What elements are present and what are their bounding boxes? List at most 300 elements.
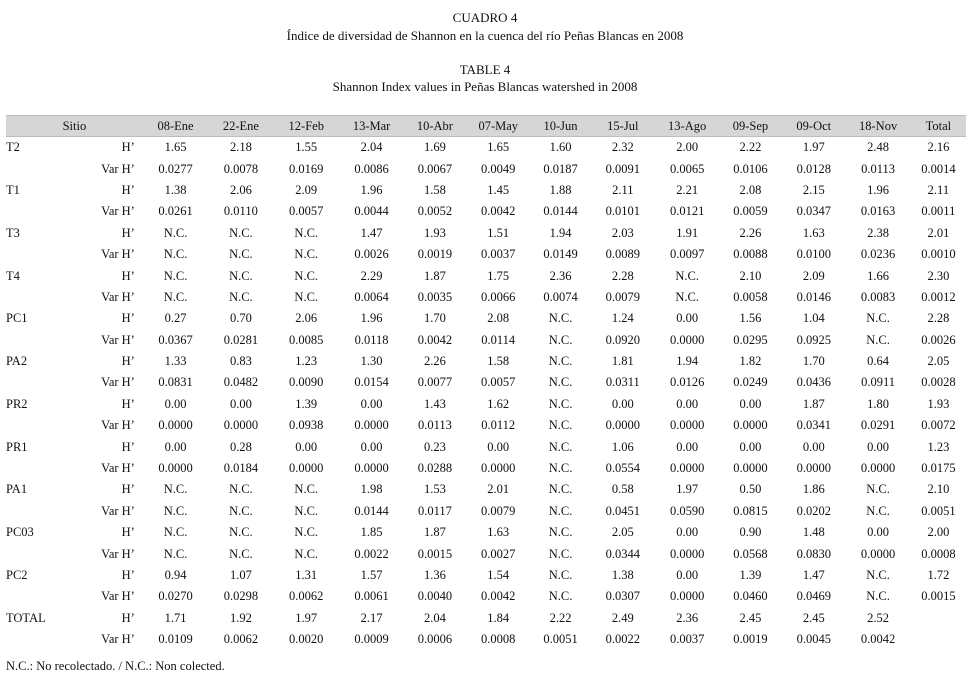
table-cell: N.C. (548, 311, 573, 326)
metric-label: H’ (121, 354, 135, 369)
table-cell: 0.0000 (669, 332, 705, 347)
table-cell: 0.0079 (481, 503, 516, 518)
table-cell: 0.0042 (860, 632, 896, 647)
table-cell: 0.0295 (733, 332, 768, 347)
table-cell: 1.51 (487, 225, 510, 240)
table-cell: 0.0000 (481, 461, 516, 476)
table-cell: N.C. (866, 332, 890, 347)
table-cell: 1.82 (739, 354, 762, 369)
site-name (6, 287, 69, 308)
table-cell: 0.0022 (605, 632, 640, 647)
table-cell: 1.65 (487, 140, 510, 155)
header-date: 12-Feb (274, 116, 339, 137)
english-caption: Shannon Index values in Peñas Blancas watershed in 2008 (332, 79, 638, 94)
table-cell: N.C. (548, 418, 573, 433)
table-cell: 1.36 (423, 568, 446, 582)
table-cell: 1.81 (611, 354, 634, 369)
table-cell: 0.0118 (354, 332, 389, 347)
table-cell: 0.0144 (354, 503, 389, 518)
table-cell: 0.0008 (481, 632, 516, 647)
table-cell: 1.38 (611, 568, 634, 582)
table-cell: 0.0059 (733, 204, 768, 219)
table-cell: 0.0000 (860, 546, 896, 561)
table-cell: 0.0830 (796, 546, 831, 561)
table-cell: 0.0020 (289, 632, 324, 647)
metric-label: H’ (121, 525, 135, 540)
table-cell: 0.0100 (796, 247, 831, 262)
table-cell: N.C. (675, 268, 699, 283)
table-cell: N.C. (548, 461, 573, 476)
table-cell: 0.0067 (417, 161, 453, 176)
table-cell: 2.01 (487, 482, 510, 497)
table-cell: 0.0249 (733, 375, 768, 390)
table-cell: 0.0077 (417, 375, 453, 390)
table-cell: 1.24 (611, 311, 634, 326)
table-cell: N.C. (866, 311, 890, 326)
table-cell: 1.96 (360, 311, 383, 326)
header-row (6, 116, 966, 137)
header-date: 22-Ene (208, 116, 273, 137)
table-cell: 0.0042 (481, 589, 516, 604)
header-date: 18-Nov (845, 116, 910, 137)
table-cell: 1.69 (423, 140, 446, 155)
table-cell: 1.66 (867, 268, 890, 283)
table-cell: 0.0000 (796, 461, 831, 476)
table-cell: 0.0019 (733, 632, 768, 647)
table-cell: 0.0089 (605, 247, 640, 262)
table-cell: 2.08 (487, 311, 510, 326)
metric-label: H’ (121, 439, 135, 454)
table-row-var (6, 501, 966, 522)
table-row-var (6, 458, 966, 479)
cuadro-label: CUADRO 4 (452, 10, 518, 25)
header-date: 08-Ene (143, 116, 208, 137)
table-cell: 0.00 (739, 439, 762, 454)
table-row-var (6, 287, 966, 308)
metric-label: H’ (121, 268, 135, 283)
site-name (6, 201, 69, 222)
table-cell: N.C. (548, 354, 573, 369)
table-body (6, 137, 966, 651)
table-cell: 1.48 (802, 525, 825, 540)
table-cell: 1.71 (164, 610, 187, 625)
table-cell: 0.0311 (605, 375, 640, 390)
table-cell: 0.0000 (733, 461, 768, 476)
table-cell: 1.87 (423, 525, 446, 540)
table-cell: 0.0051 (543, 632, 578, 647)
site-name (6, 543, 69, 564)
table-cell: 1.63 (802, 225, 825, 240)
table-row-h (6, 180, 966, 201)
table-cell: 0.0090 (289, 375, 324, 390)
table-cell: 0.0436 (796, 375, 831, 390)
table-cell: 0.0027 (481, 546, 516, 561)
table-row-h (6, 308, 966, 329)
metric-label: H’ (121, 225, 135, 240)
table-row-var (6, 158, 966, 179)
table-cell: 2.15 (802, 182, 825, 197)
site-name (6, 415, 69, 436)
table-cell: 0.00 (802, 439, 825, 454)
table-cell: 0.0925 (796, 332, 831, 347)
table-cell: 0.00 (676, 525, 699, 540)
table-cell: 0.0344 (605, 546, 640, 561)
table-cell: N.C. (163, 289, 188, 304)
table-cell: 2.11 (612, 182, 634, 197)
table-cell: N.C. (548, 568, 573, 582)
table-cell: 2.38 (867, 225, 890, 240)
table-cell: 0.0000 (605, 418, 640, 433)
table-cell: 0.27 (164, 311, 187, 326)
table-cell: N.C. (229, 289, 253, 304)
header-date: 10-Abr (404, 116, 465, 137)
table-cell: 0.0000 (289, 461, 324, 476)
table-cell: 0.0146 (796, 289, 831, 304)
table-cell: 0.0288 (417, 461, 453, 476)
site-name: PR1 (6, 439, 28, 454)
table-cell: 0.0091 (605, 161, 640, 176)
metric-label: Var H’ (101, 375, 135, 390)
table-cell: 0.0277 (158, 161, 193, 176)
table-cell: 0.0015 (921, 589, 956, 604)
table-cell: 0.0554 (605, 461, 640, 476)
table-cell: 0.0000 (669, 546, 705, 561)
site-name (6, 629, 69, 650)
table-cell: 0.00 (676, 568, 699, 582)
table-cell: 0.0920 (605, 332, 640, 347)
table-cell: 0.0026 (354, 247, 389, 262)
table-cell: 0.64 (867, 354, 890, 369)
table-cell: 0.0037 (481, 247, 516, 262)
table-cell: 1.53 (423, 482, 446, 497)
table-cell: 1.23 (295, 354, 318, 369)
table-cell: 0.00 (867, 525, 890, 540)
table-cell: 1.04 (802, 311, 825, 326)
table-cell: 0.0012 (921, 289, 956, 304)
table-cell: 0.00 (164, 396, 187, 411)
table-cell: 0.0064 (354, 289, 389, 304)
table-cell: N.C. (163, 525, 188, 540)
table-cell: 1.31 (295, 568, 318, 582)
table-cell: 1.54 (487, 568, 510, 582)
header-date: 09-Oct (782, 116, 845, 137)
table-cell: 0.0000 (669, 589, 705, 604)
table-cell: 2.52 (867, 610, 890, 625)
site-name: PC1 (6, 311, 28, 326)
table-cell: 2.36 (676, 610, 699, 625)
metric-label: Var H’ (101, 418, 135, 433)
header-sitio: Sitio (6, 116, 143, 137)
table-cell: N.C. (163, 546, 188, 561)
table-cell: 1.96 (867, 182, 890, 197)
table-cell: 0.0000 (733, 418, 768, 433)
site-name (6, 458, 69, 479)
table-cell: 1.88 (549, 182, 572, 197)
metric-label: Var H’ (101, 161, 135, 176)
table-cell: 1.84 (487, 610, 510, 625)
table-cell: N.C. (163, 225, 188, 240)
table-cell: N.C. (294, 503, 319, 518)
metric-label: Var H’ (101, 289, 135, 304)
table-cell: 0.0106 (733, 161, 768, 176)
table-cell: N.C. (548, 525, 573, 540)
site-name: T4 (6, 268, 20, 283)
table-cell: 0.0307 (605, 589, 640, 604)
table-cell: 0.58 (611, 482, 634, 497)
table-cell: 0.0000 (354, 418, 389, 433)
site-name (6, 586, 69, 607)
table-cell: 0.0022 (354, 546, 389, 561)
table-cell: 1.75 (487, 268, 510, 283)
table-row-h (6, 223, 966, 244)
table-cell: 1.72 (927, 568, 950, 582)
table-cell: N.C. (548, 546, 573, 561)
table-cell: 1.38 (164, 182, 187, 197)
table-cell: N.C. (229, 247, 253, 262)
metric-label: H’ (121, 140, 135, 155)
table-cell: 1.91 (676, 225, 699, 240)
table-cell: 0.00 (739, 396, 762, 411)
table-cell: 0.0154 (354, 375, 389, 390)
header-date: 13-Mar (339, 116, 404, 137)
table-cell: 0.0911 (861, 375, 896, 390)
table-cell: 1.62 (487, 396, 510, 411)
table-row-h (6, 608, 966, 629)
table-cell: 0.0065 (669, 161, 705, 176)
table-cell: 0.0163 (860, 204, 896, 219)
table-cell: 0.0281 (223, 332, 259, 347)
table-cell: N.C. (229, 482, 253, 497)
table-cell: 2.10 (739, 268, 762, 283)
table-cell: 0.00 (229, 396, 252, 411)
table-cell: 0.0298 (223, 589, 259, 604)
table-cell: 1.85 (360, 525, 383, 540)
table-cell: 1.47 (360, 225, 383, 240)
table-cell: 0.0042 (481, 204, 516, 219)
table-cell: N.C. (548, 375, 573, 390)
table-cell: N.C. (866, 482, 890, 497)
table-cell: 2.00 (927, 525, 950, 540)
site-name (6, 330, 69, 351)
table-cell: 0.0008 (921, 546, 956, 561)
table-cell: 0.0044 (354, 204, 389, 219)
table-cell: 2.04 (423, 610, 446, 625)
table-cell: 0.00 (487, 439, 510, 454)
table-cell (911, 608, 966, 629)
table-cell: 1.94 (676, 354, 699, 369)
table-cell: 0.0062 (289, 589, 324, 604)
metric-label: Var H’ (101, 247, 135, 262)
table-cell: 0.0000 (669, 461, 705, 476)
table-cell: 0.0184 (223, 461, 259, 476)
table-cell: 1.55 (295, 140, 318, 155)
table-cell: N.C. (294, 289, 319, 304)
site-name (6, 501, 69, 522)
table-cell: 0.90 (739, 525, 762, 540)
table-cell: 1.43 (423, 396, 446, 411)
table-cell: N.C. (294, 482, 319, 497)
table-cell: 0.00 (676, 439, 699, 454)
table-cell: 0.0169 (289, 161, 324, 176)
table-cell: 0.0815 (733, 503, 768, 518)
table-cell: 1.97 (676, 482, 699, 497)
table-cell: 2.29 (360, 268, 383, 283)
table-cell: 0.0042 (417, 332, 453, 347)
table-cell: 0.0144 (543, 204, 578, 219)
table-cell: 0.0367 (158, 332, 193, 347)
table-row-var (6, 244, 966, 265)
table-cell: 0.83 (229, 354, 252, 369)
table-cell: 1.70 (802, 354, 825, 369)
table-cell: 1.92 (229, 610, 252, 625)
metric-label: Var H’ (101, 589, 135, 604)
table-cell: 2.28 (611, 268, 634, 283)
table-cell: 0.00 (867, 439, 890, 454)
table-cell: 2.26 (423, 354, 446, 369)
table-cell: N.C. (548, 396, 573, 411)
table-cell: 2.03 (611, 225, 634, 240)
table-cell: 0.0079 (605, 289, 640, 304)
table-cell: 0.0045 (796, 632, 831, 647)
table-cell: 2.30 (927, 268, 950, 283)
table-cell: N.C. (548, 503, 573, 518)
table-cell: 0.0066 (481, 289, 516, 304)
site-name: PC2 (6, 568, 28, 582)
table-cell: 0.0061 (354, 589, 389, 604)
table-cell: 0.0035 (417, 289, 453, 304)
table-cell: N.C. (163, 503, 188, 518)
table-cell: N.C. (548, 439, 573, 454)
table-cell: 0.0291 (860, 418, 896, 433)
table-cell: N.C. (229, 503, 253, 518)
table-cell: 2.28 (927, 311, 950, 326)
table-cell: N.C. (866, 589, 890, 604)
table-cell: 2.48 (867, 140, 890, 155)
table-cell: 0.00 (295, 439, 318, 454)
table-cell: 1.39 (739, 568, 762, 582)
table-row-h (6, 522, 966, 543)
table-cell: 1.06 (611, 439, 634, 454)
table-cell: 0.23 (423, 439, 446, 454)
table-cell: 0.0000 (158, 461, 193, 476)
table-cell: 0.0568 (733, 546, 768, 561)
table-row-h (6, 436, 966, 457)
table-cell: 0.0109 (158, 632, 193, 647)
table-cell: 0.0112 (481, 418, 516, 433)
site-name: T3 (6, 225, 20, 240)
table-label: TABLE 4 (459, 62, 511, 77)
table-cell: 0.0261 (158, 204, 193, 219)
table-cell: 2.04 (360, 140, 383, 155)
table-row-h (6, 265, 966, 286)
table-cell: 0.0000 (158, 418, 193, 433)
table-cell: 0.0083 (860, 289, 896, 304)
table-row-var (6, 629, 966, 650)
table-cell: 0.0062 (223, 632, 259, 647)
table-cell: 1.80 (867, 396, 890, 411)
metric-label: H’ (121, 610, 135, 625)
table-cell: 1.60 (549, 140, 572, 155)
header-total: Total (911, 116, 966, 137)
table-row-var (6, 330, 966, 351)
table-cell: 2.22 (739, 140, 762, 155)
table-cell: 0.70 (229, 311, 252, 326)
table-cell: 0.0014 (921, 161, 956, 176)
metric-label: H’ (121, 182, 135, 197)
site-name: PA1 (6, 482, 28, 497)
table-cell: 1.56 (739, 311, 762, 326)
table-row-var (6, 543, 966, 564)
table-cell: 2.00 (676, 140, 699, 155)
metric-label: Var H’ (101, 503, 135, 518)
table-cell: 2.21 (676, 182, 699, 197)
table-row-h (6, 351, 966, 372)
table-cell: N.C. (548, 332, 573, 347)
metric-label: H’ (121, 311, 135, 326)
header-date: 15-Jul (590, 116, 655, 137)
table-cell: 0.0052 (417, 204, 453, 219)
table-cell: 0.00 (360, 396, 383, 411)
table-cell: 0.00 (360, 439, 383, 454)
table-cell: 0.0049 (481, 161, 516, 176)
table-cell: 0.0236 (860, 247, 896, 262)
table-cell: 1.97 (802, 140, 825, 155)
table-cell: 0.0000 (860, 461, 896, 476)
table-row-h (6, 565, 966, 586)
site-name: PR2 (6, 396, 28, 411)
table-cell: 2.49 (611, 610, 634, 625)
metric-label: Var H’ (101, 632, 135, 647)
table-cell: 0.00 (164, 439, 187, 454)
table-row-var (6, 201, 966, 222)
table-cell: 0.0000 (223, 418, 259, 433)
header-date: 10-Jun (531, 116, 590, 137)
table-cell: 0.0938 (289, 418, 324, 433)
table-cell: 0.00 (676, 311, 699, 326)
table-cell: 2.10 (927, 482, 950, 497)
table-cell: 1.87 (802, 396, 825, 411)
table-cell: 2.45 (802, 610, 825, 625)
table-cell: 0.0451 (605, 503, 640, 518)
table-cell: 0.0117 (417, 503, 452, 518)
table-cell: 1.65 (164, 140, 187, 155)
shannon-index-table (6, 115, 966, 650)
metric-label: Var H’ (101, 546, 135, 561)
table-cell: 0.0482 (223, 375, 259, 390)
table-cell: 0.0040 (417, 589, 453, 604)
table-cell: 0.0019 (417, 247, 453, 262)
table-cell: 1.39 (295, 396, 318, 411)
table-cell: 2.18 (229, 140, 252, 155)
table-cell: 0.0341 (796, 418, 831, 433)
table-cell: 0.0011 (921, 204, 956, 219)
table-row-var (6, 586, 966, 607)
table-cell: N.C. (866, 568, 890, 582)
table-cell: 0.0347 (796, 204, 831, 219)
table-cell: N.C. (163, 247, 188, 262)
table-cell: 2.22 (549, 610, 572, 625)
site-name: PC03 (6, 525, 34, 540)
table-row-h (6, 137, 966, 159)
table-cell: 0.0202 (796, 503, 831, 518)
table-cell: 0.0126 (669, 375, 705, 390)
table-cell: 2.36 (549, 268, 572, 283)
table-cell: 0.0010 (921, 247, 956, 262)
table-cell: 2.05 (611, 525, 634, 540)
table-cell: 0.0114 (481, 332, 516, 347)
table-cell: 1.07 (229, 568, 252, 582)
table-cell: N.C. (229, 546, 253, 561)
